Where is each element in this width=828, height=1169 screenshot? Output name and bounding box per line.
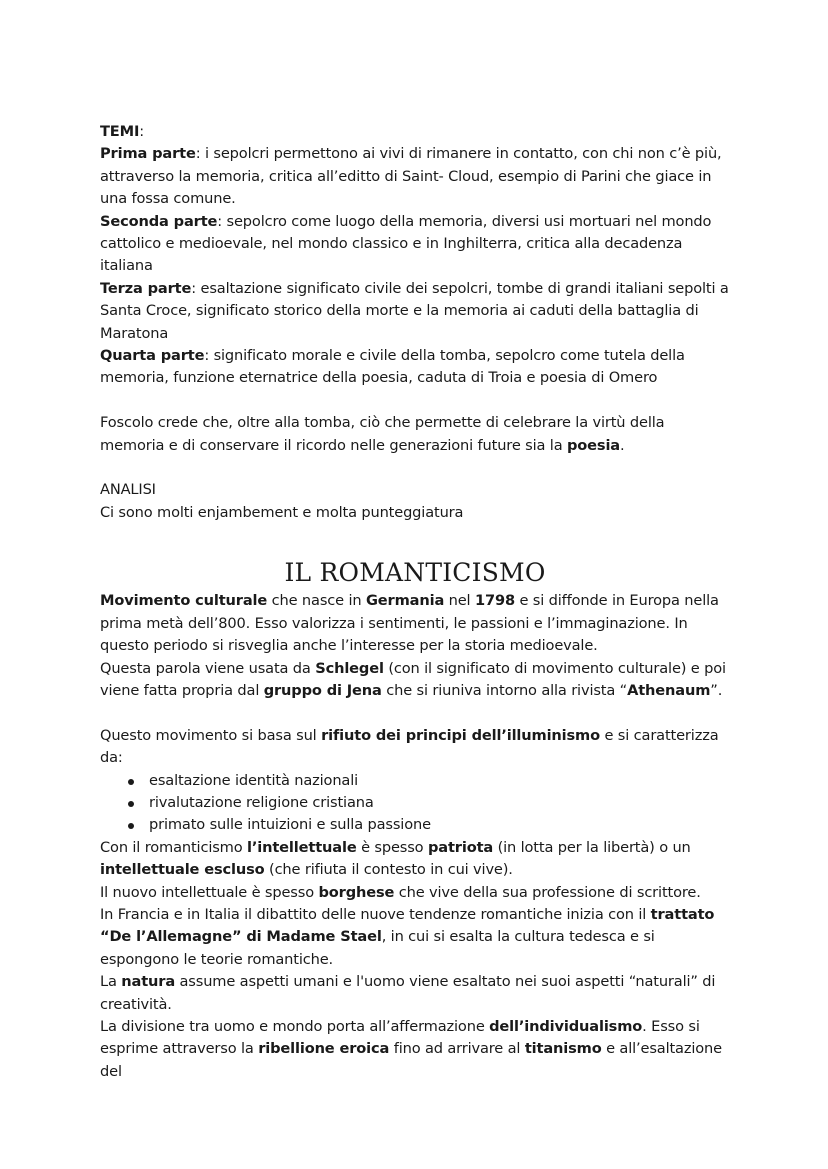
temi-colon: : <box>139 123 145 140</box>
text: In Francia e in Italia il dibattito delle nuove tendenze romantiche inizia con il <box>100 905 651 923</box>
temi-item-text: : sepolcro come luogo della memoria, diversi usi mortuari nel mondo cattolico e medioevale, nel mondo classico e in Inghilterra, critica alla decadenza italiana <box>100 212 712 275</box>
temi-item-terza <box>100 278 730 345</box>
bold-text: borghese <box>318 883 395 901</box>
text: Questo movimento si basa sul <box>100 726 322 744</box>
text: Il nuovo intellettuale è spesso <box>100 883 319 901</box>
text: e si diffonde in Europa nella prima metà dell’800. Esso valorizza i sentimenti, le passioni e l’immaginazione. In questo periodo si risveglia anche l’interesse per la storia medioevale. <box>100 592 719 655</box>
romanticismo-paragraph-6 <box>100 904 730 971</box>
bold-text: dell’individualismo <box>489 1017 643 1035</box>
temi-item-quarta <box>100 345 730 390</box>
characteristics-list <box>100 770 730 837</box>
spacer <box>100 390 730 412</box>
text: che nasce in <box>267 592 366 610</box>
bold-text: Athenaum <box>627 681 711 699</box>
bold-text: Movimento culturale <box>100 592 268 610</box>
list-item: rivalutazione religione cristiana <box>100 792 730 814</box>
text: (che rifiuta il contesto in cui vive). <box>264 861 513 879</box>
list-item: primato sulle intuizioni e sulla passione <box>100 814 730 836</box>
bold-text: Schlegel <box>315 659 384 677</box>
bold-text: rifiuto dei principi dell’illuminismo <box>321 726 600 744</box>
text: (con il significato di movimento culturale) e poi viene fatta propria dal <box>100 659 726 699</box>
spacer <box>100 457 730 479</box>
romanticismo-paragraph-2 <box>100 658 730 703</box>
temi-heading-line <box>100 121 730 143</box>
document-page <box>100 121 730 1083</box>
text: , in cui si esalta la cultura tedesca e si espongono le teorie romantiche. <box>100 928 655 968</box>
text: che si riuniva intorno alla rivista “ <box>381 681 628 699</box>
foscolo-bold-poesia: poesia <box>566 436 620 454</box>
text: e si caratterizza da: <box>100 726 719 767</box>
bold-text: titanismo <box>524 1040 602 1058</box>
text: assume aspetti umani e l'uomo viene esaltato nei suoi aspetti “naturali” di creatività. <box>100 973 716 1013</box>
text: nel <box>444 592 475 610</box>
bold-text: 1798 <box>474 592 515 610</box>
temi-item-label: Seconda parte <box>100 212 218 230</box>
romanticismo-paragraph-3 <box>100 725 730 770</box>
temi-item-text: : esaltazione significato civile dei sepolcri, tombe di grandi italiani sepolti a Santa Croce, significato storico della morte e la memoria ai caduti della battaglia di Maratona <box>100 279 729 342</box>
bold-text: gruppo di Jena <box>263 681 382 699</box>
foscolo-text: Foscolo crede che, oltre alla tomba, ciò che permette di celebrare la virtù della memoria e di conservare il ricordo nelle generazioni future sia la <box>100 414 665 454</box>
bold-text: ribellione eroica <box>258 1040 390 1058</box>
foscolo-paragraph <box>100 412 730 457</box>
bold-text: Germania <box>365 592 445 610</box>
analisi-heading: ANALISI <box>100 481 156 499</box>
text: . Esso si esprime attraverso la <box>100 1017 700 1058</box>
text: Questa parola viene usata da <box>100 659 316 677</box>
text: La divisione tra uomo e mondo porta all’affermazione <box>100 1017 490 1035</box>
temi-item-prima <box>100 143 730 210</box>
romanticismo-paragraph-7 <box>100 971 730 1016</box>
spacer <box>100 702 730 724</box>
text: Con il romanticismo <box>100 838 248 856</box>
bold-text: l’intellettuale <box>247 838 357 856</box>
text: fino ad arrivare al <box>389 1040 525 1058</box>
foscolo-period: . <box>620 436 625 454</box>
text: e all’esaltazione del <box>100 1040 722 1080</box>
analisi-text: Ci sono molti enjambement e molta punteggiatura <box>100 503 464 521</box>
temi-heading: TEMI <box>100 123 140 140</box>
temi-item-label: Prima parte <box>100 145 196 163</box>
romanticismo-paragraph-5 <box>100 882 730 904</box>
bold-text: natura <box>121 973 176 991</box>
section-title: IL ROMANTICISMO <box>284 558 546 588</box>
text: è spesso <box>356 838 428 856</box>
bold-text: trattato “De l’Allemagne” di Madame Stael <box>100 905 715 946</box>
romanticismo-paragraph-8 <box>100 1016 730 1083</box>
temi-item-label: Terza parte <box>100 279 192 297</box>
temi-item-seconda <box>100 211 730 278</box>
temi-item-text: : significato morale e civile della tomba, sepolcro come tutela della memoria, funzione eternatrice della poesia, caduta di Troia e poesia di Omero <box>100 347 685 387</box>
romanticismo-paragraph-4 <box>100 837 730 882</box>
text: ”. <box>710 681 723 699</box>
list-item: esaltazione identità nazionali <box>100 770 730 792</box>
romanticismo-paragraph-1 <box>100 590 730 657</box>
temi-item-label: Quarta parte <box>100 347 205 365</box>
temi-item-text: : i sepolcri permettono ai vivi di rimanere in contatto, con chi non c’è più, attraverso la memoria, critica all’editto di Saint- Cloud, esempio di Parini che giace in una fossa comune. <box>100 145 722 208</box>
text: che vive della sua professione di scrittore. <box>394 883 701 901</box>
bold-text: patriota <box>427 838 494 856</box>
text: La <box>100 973 122 991</box>
bold-text: intellettuale escluso <box>100 861 265 879</box>
text: (in lotta per la libertà) o un <box>493 838 691 856</box>
